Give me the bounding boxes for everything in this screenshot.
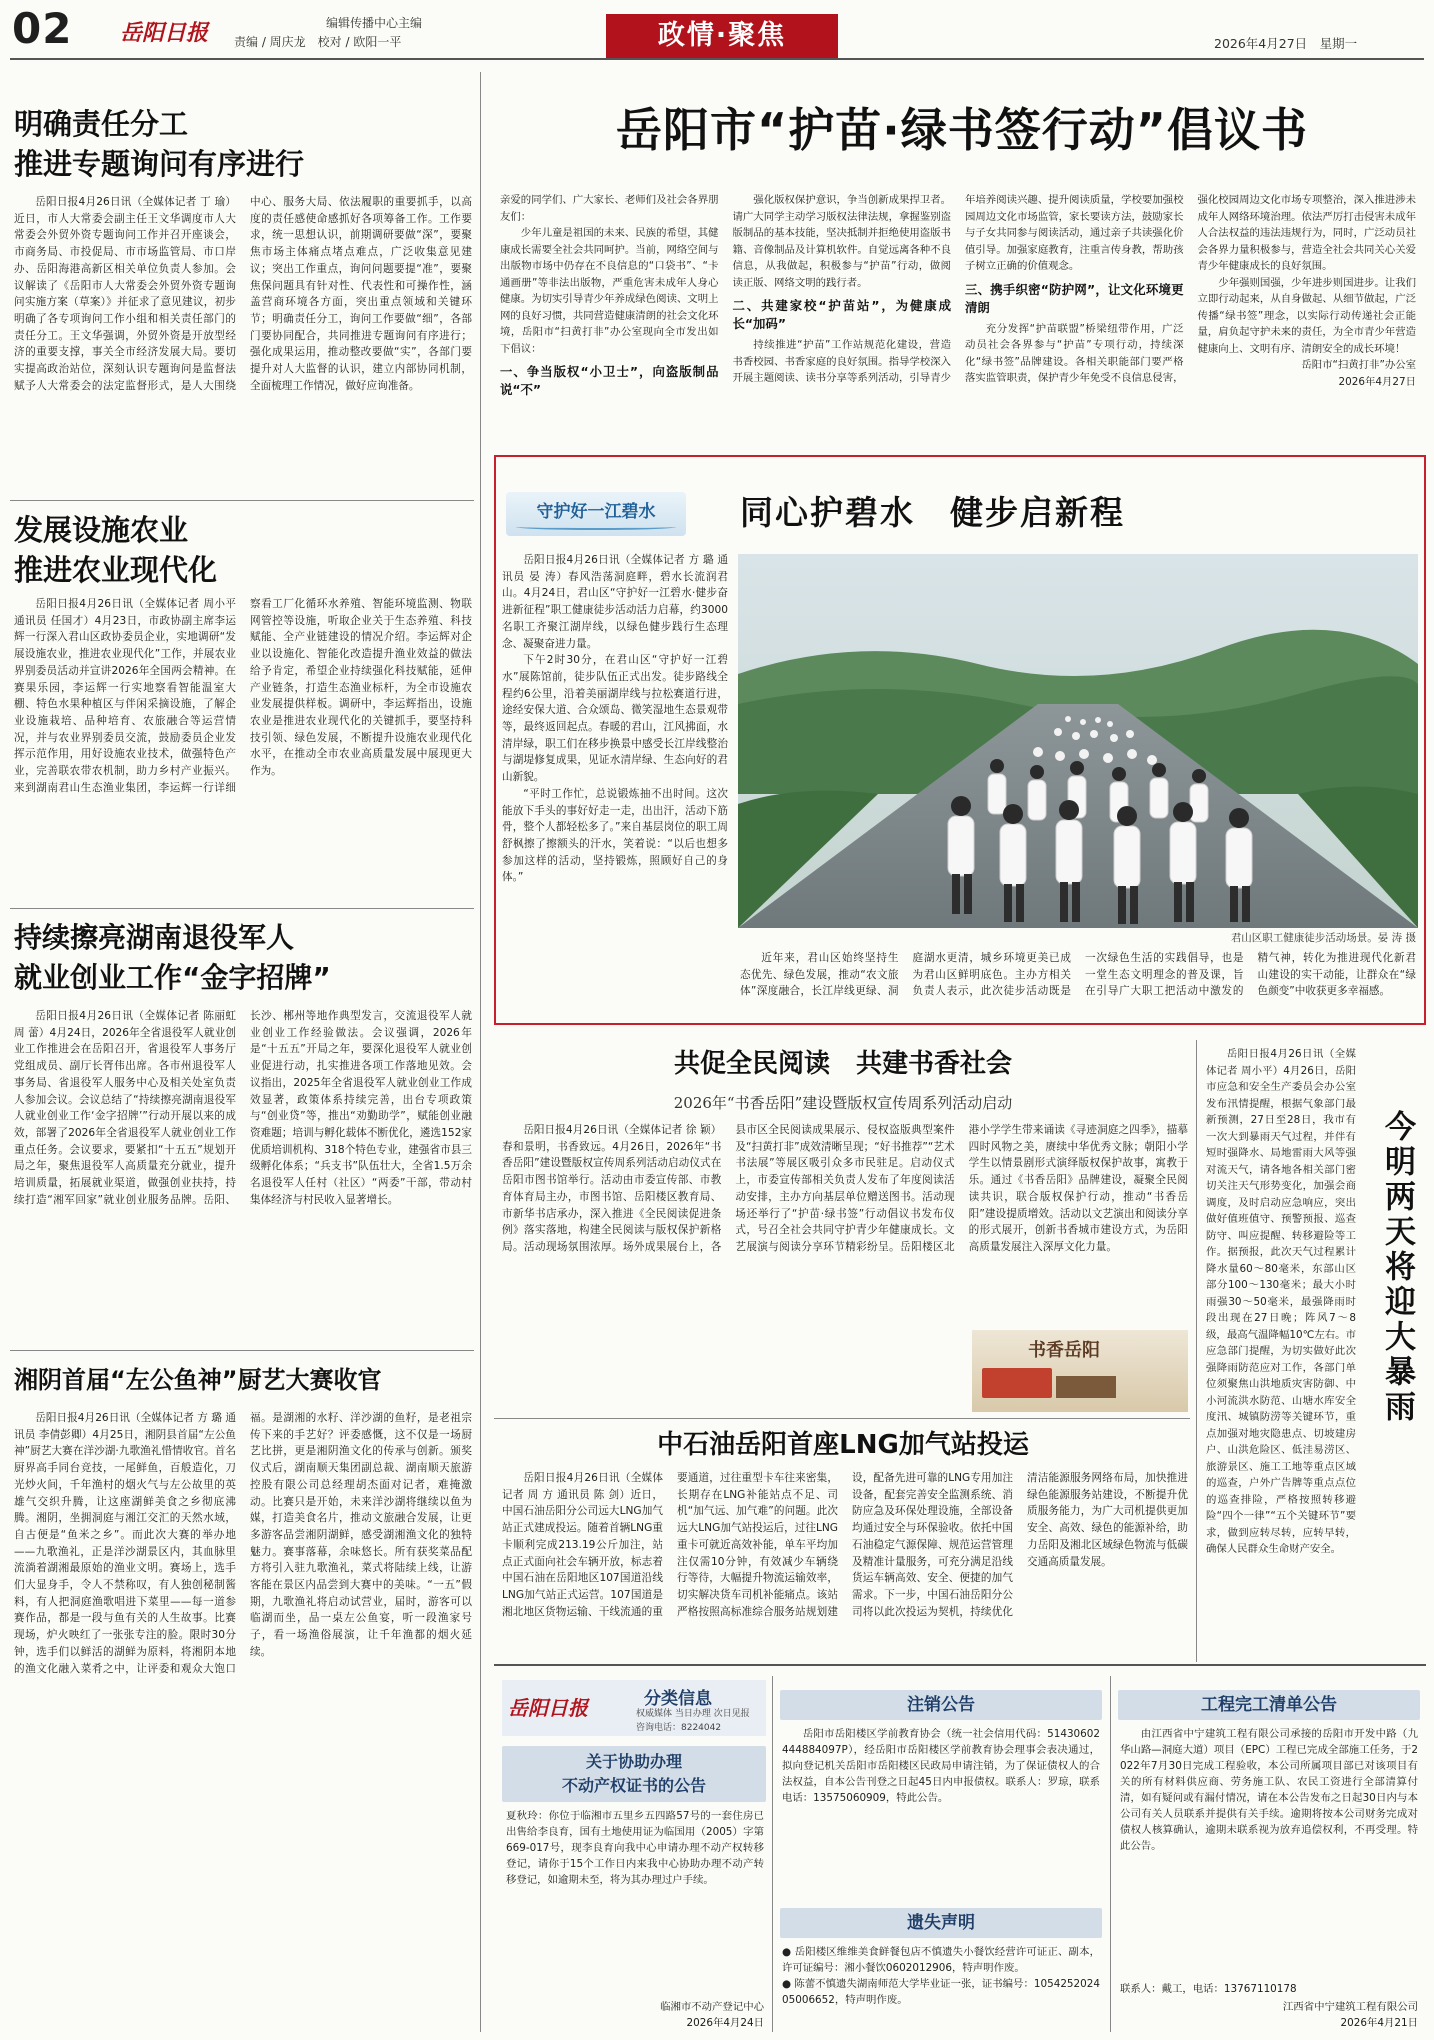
section-tab: 政情·聚焦: [606, 14, 838, 58]
editor-credit-2: 责编 / 周庆龙 校对 / 欧阳一平: [234, 35, 402, 49]
ann2-title: 注销公告: [780, 1690, 1102, 1720]
feature-photo: [738, 554, 1418, 928]
feature-title: 同心护碧水 健步启新程: [740, 493, 1125, 532]
article-3-title: 持续擦亮湖南退役军人 就业创业工作“金字招牌”: [14, 921, 331, 994]
feature-lead: 岳阳日报4月26日讯（全媒体记者 方 璐 通讯员 晏 涛）春风浩荡洞庭畔，碧水长流润君山。4月24日，君山区“守护好一江碧水·健步奋进新征程”职工健康徒步活动活力启幕，约3000名职工齐聚江湖岸线，以绿色健步践行生态理念、凝聚奋进力量。 下午2时30分，在君山区“守护好一江碧水”展陈馆前，徒步队伍正式出发。徒步路线全程约6公里，沿着美丽湖岸线与拉松赛道行进，途经安保大道、合众颂岛、微笑湿地生态景观带等，最终返回起点。春暖的君山，江风拂面，水清岸绿，职工们在移步换景中感受长江岸线整治与湖堤修复成果，见证水清岸绿、生态向好的君山新貌。 “平时工作忙，总说锻炼抽不出时间。这次能放下手头的事好好走一走，出出汗，活动下筋骨，整个人都轻松多了。”来自基层岗位的职工周舒枫擦了擦额头的汗水，笑着说：“以后也想多参加这样的活动，坚持锻炼，照顾好自己的身体。”: [502, 554, 728, 884]
article-3-body: 岳阳日报4月26日讯（全媒体记者 陈丽虹 周 蕾）4月24日，2026年全省退役军人就业创业工作推进会在岳阳召开，省退役军人事务厅党组成员、副厅长胥伟出席。各市州退役军人事务局、省退役军人服务中心及相关处室负责人参加会议。会议总结了“持续擦亮湖南退役军人就业创业工作‘金字招牌’”行动开展以来的成效，部署了2026年全省退役军人就业创业工作重点任务。会议要求，要紧扣“十五五”规划开局之年，聚焦退役军人高质量充分就业，提升培训质量，拓展就业渠道，做强创业扶持，持续打造“湘军回家”就业创业服务品牌。岳阳、长沙、郴州等地作典型发言，交流退役军人就业创业工作经验做法。会议强调，2026年是“十五五”开局之年，要深化退役军人就业创业促进行动，扎实推进各项工作落地见效。会议指出，2025年全省退役军人就业创业工作成效显著，政策体系持续完善，出台专项政策与“创业贷”等，推出“劝勤助学”，赋能创业融资难题；培训与孵化载体不断优化，遴选152家优质培训机构、318个特色专业，建强省市县三级孵化体系；“兵支书”队伍壮大，全省1.5万余名退役军人任村（社区）“两委”干部，带动村集体经济与村民收入显著增长。: [14, 1010, 472, 1206]
ann4-title: 工程完工清单公告: [1118, 1690, 1420, 1720]
reading-subtitle: 2026年“书香岳阳”建设暨版权宣传周系列活动启动: [673, 1094, 1013, 1112]
page-number: 02: [12, 4, 73, 53]
ann3-title: 遗失声明: [780, 1908, 1102, 1938]
ann3-body: ● 岳阳楼区维维美食鲜餐包店不慎遗失小餐饮经营许可证正、副本，许可证编号：湘小餐饮0602012906，特声明作废。 ● 陈蕾不慎遗失湖南师范大学毕业证一张，证书编号：105425202405006652，特声明作废。: [782, 1946, 1100, 2006]
classified-header: 岳阳日报 分类信息 权威媒体 当日办理 次日见报 咨询电话：8224042: [502, 1680, 766, 1736]
ann4-sign: 江西省中宁建筑工程有限公司: [1282, 2001, 1418, 2013]
reading-title: 共促全民阅读 共建书香社会: [673, 1049, 1012, 1079]
walkers-photo: [738, 554, 1418, 928]
book-icon: [982, 1368, 1052, 1398]
ann1-sign: 临湘市不动产登记中心: [660, 2001, 764, 2013]
proposal-title: 岳阳市“护苗·绿书签行动”倡议书: [616, 103, 1308, 157]
lng-body: 岳阳日报4月26日讯（全媒体记者 周 方 通讯员 陈 剑）近日，中国石油岳阳分公司远大LNG加气站正式建成投运。随着首辆LNG重卡顺利完成213.19公斤加注，站点正式面向社会车辆开放，标志着中国石油在岳阳地区107国道沿线LNG加气站正式运营。107国道是湘北地区货物运输、干线流通的重要通道，过往重型卡车往来密集，长期存在LNG补能站点不足、司机“加气远、加气难”的问题。此次远大LNG加气站投运后，过往LNG重卡可就近高效补能，单车平均加注仅需10分钟，有效减少车辆绕行等待，大幅提升物流运输效率，切实解决货车司机补能痛点。该站严格按照高标准综合服务站规划建设，配备先进可靠的LNG专用加注设备，配套完善安全监测系统、消防应急及环保处理设施，全部设备均通过安全与环保验收。依托中国石油稳定气源保障、规范运营管理及精准计量服务，可充分满足沿线货运车辆高效、安全、便捷的加气需求。下一步，中国石油岳阳分公司将以此次投运为契机，持续优化清洁能源服务网络布局，加快推进绿色能源服务站建设，不断提升优质服务能力，为广大司机提供更加安全、高效、绿色的能源补给，助力岳阳及湘北区域绿色物流与低碳交通高质量发展。: [502, 1472, 1188, 1618]
reading-image: 书香岳阳: [972, 1330, 1188, 1412]
ann1-date: 2026年4月24日: [686, 2017, 764, 2029]
ann4-date: 2026年4月21日: [1340, 2017, 1418, 2029]
weather-body: 岳阳日报4月26日讯（全媒体记者 周小平）4月26日，岳阳市应急和安全生产委员会办公室发布汛情提醒，根据气象部门最新预测，27日至28日，我市有一次大到暴雨天气过程，并伴有短时强降水、局地雷雨大风等强对流天气，请各地各相关部门密切关注天气形势变化，加强会商调度，及时启动应急响应，突出做好值班值守、预警预报、巡查防守、叫应提醒、转移避险等工作。据预报，此次天气过程累计降水量60～80毫米，东部山区部分100～130毫米；最大小时雨强30～50毫米，最强降雨时段出现在27日晚；阵风7～8级，最高气温降幅10℃左右。市应急部门提醒，为切实做好此次强降雨防范应对工作，各部门单位须聚焦山洪地质灾害防御、中小河流洪水防范、山塘水库安全度汛、城镇防涝等关键环节，重点加强对地灾隐患点、切坡建房户、山洪危险区、低洼易涝区、旅游景区、施工工地等重点区域的巡查，户外广告牌等重点点位的巡查排险，严格按照转移避险“四个一律”“五个关键环节”要求，做到应转尽转，应转早转，确保人民群众生命财产安全。: [1206, 1048, 1356, 1555]
editor-credit-1: 编辑传播中心主编: [326, 16, 423, 30]
ads-logo: 岳阳日报: [508, 1696, 588, 1720]
proposal-body: 亲爱的同学们、广大家长、老师们及社会各界朋友们： 少年儿童是祖国的未来、民族的希望，其健康成长需要全社会共同呵护。当前，网络空间与出版物市场中仍存在不良信息的“口袋书”、“卡通画册”等非法出版物，严重危害未成年人身心健康。为切实引导青少年养成绿色阅读、文明上网的良好习惯，共同营造健康清朗的社会文化环境，岳阳市“扫黄打非”办公室现向全市发出如下倡议： 一、争当版权“小卫士”，向盗版制品说“不” 强化版权保护意识，争当创新成果捍卫者。请广大同学主动学习版权法律法规，拿握鉴别盗版制品的基本技能，坚决抵制并拒绝使用盗版书籍、音像制品及计算机软件。自觉远离各种不良信息，从我做起，积极参与“护苗”行动，做阅读正版、网络文明的践行者。 二、共建家校“护苗站”，为健康成长“加码” 持续推进“护苗”工作站规范化建设，营造书香校园、书香家庭的良好氛围。指导学校深入开展主题阅读、读书分享等系列活动，引导青少年培养阅读兴趣、提升阅读质量，学校要加强校园周边文化市场监管，家长要读方法，鼓励家长与子女共同参与阅读活动，通过亲子共读强化价值引导。加强家庭教育，注重言传身教，帮助孩子树立正确的价值观念。 三、携手织密“防护网”，让文化环境更清朗 充分发挥“护苗联盟”桥梁纽带作用，广泛动员社会各界参与“护苗”专项行动，持续深化“绿书签”品牌建设。各相关职能部门要严格落实监管职责，保护青少年免受不良信息侵害，强化校园周边文化市场专项整治，深入推进涉未成年人网络环境治理。依法严厉打击侵害未成年人合法权益的违法违规行为，同时，广泛动员社会各界力量积极参与，营造全社会共同关心关爱青少年健康成长的良好氛围。 少年强则国强，少年进步则国进步。让我们立即行动起来，从自身做起、从细节做起，广泛传播“绿书签”理念，以实际行动传递社会正能量，肩负起守护未来的责任，为全市青少年营造健康向上、文明有序、清朗安全的成长环境！ 岳阳市“扫黄打非”办公室 2026年4月27日: [500, 194, 1416, 397]
article-4-body: 岳阳日报4月26日讯（全媒体记者 方 璐 通讯员 李倩彭卿）4月25日，湘阴县首届“左公鱼神”厨艺大赛在洋沙湖·九歌渔礼惜情收官。首名厨界高手同台竞技，一尾鲜鱼，百般造化，刀光炒火间，千年渔村的烟火气与左公故里的英雄气交织升腾，让这座湖鲜美食之乡彻底沸腾。湘阴，坐拥洞庭与湘江交汇的天然水域，自古便是“鱼米之乡”。而此次大赛的举办地——九歌渔礼，正是洋沙湖景区内，其血脉里流淌着湖湘最原始的渔业文明。赛场上，选手们大显身手，令人不禁称叹，有人独创秘制酱料，有人把洞庭渔歌唱进下菜里——每一道参赛作品，都是一段与鱼有关的人生故事。比赛现场，炉火映红了一张张专注的脸。限时30分钟，选手们以鲜活的湖鲜为原料，将湘阴本地的渔文化融入菜肴之中，让评委和观众大饱口福。是湖湘的水籽、洋沙湖的鱼籽，是老祖宗传下来的手艺好？评委感慨，这不仅是一场厨艺比拼，更是湘阴渔文化的传承与创新。颁奖仪式后，湖南顺天集团副总裁、湖南顺天旅游控股有限公司总经理胡杰面对记者，难掩激动。比赛只是开始，未来洋沙湖将继续以鱼为媒，打造美食名片，推动文旅融合发展，让更多游客品尝湘阴湖鲜，感受湖湘渔文化的独特魅力。赛事落幕，余味悠长。所有获奖菜品配方将引入驻九歌渔礼，菜式将陆续上线，让游客能在景区内品尝到大赛中的美味。“一五”假期，九歌渔礼将启动试营业，届时，游客可以临湖而坐，品一桌左公鱼宴，听一段渔家号子，看一场渔俗展演，让千年渔都的烟火延续。: [14, 1412, 472, 1675]
ann1-body: 夏秋玲：你位于临湘市五里乡五四路57号的一套住房已出售给李良育，国有土地使用证为临国用（2005）字第669-017号，现李良育向我中心申请办理不动产权转移登记，请你于15个工作日内来我中心协助办理不动产转移登记，如逾期未至，将为其办理过户手续。: [506, 1810, 764, 1886]
masthead-logo: 岳阳日报: [120, 20, 209, 46]
weather-title: 今明两天将迎大暴雨: [1379, 1110, 1415, 1425]
article-2-body: 岳阳日报4月26日讯（全媒体记者 周小平 通讯员 任国才）4月23日，市政协副主席李运辉一行深入君山区政协委员企业，实地调研“发展设施农业，推进农业现代化”工作，并展农业界别委员活动并宣讲2026年全国两会精神。在赛果乐园，李运辉一行实地察看智能温室大棚、特色水果种植区与伴闲采摘设施，了解企业设施栽培、品种培育、农旅融合等运营情况，并与农业界别委员交流，鼓励委员企业发挥示范作用，用好设施农业技术，做强特色产业，完善联农带农机制，助力乡村产业振兴。来到湖南君山生态渔业集团，李运辉一行详细察看工厂化循环水养殖、智能环境监测、物联网管控等设施，听取企业关于生态养殖、科技赋能、全产业链建设的情况介绍。李运辉对企业以设施化、智能化改造提升渔业效益的做法给予肯定，希望企业持续强化科技赋能，延伸产业链条，打造生态渔业标杆，为全市设施农业发展提供样板。调研中，李运辉指出，设施农业是推进农业现代化的关键抓手，要坚持科技引领、绿色发展，不断提升设施农业现代化水平，在推动全市农业高质量发展中展现更大作为。: [14, 598, 472, 794]
article-2-title: 发展设施农业 推进农业现代化: [14, 513, 218, 587]
masthead-rule: [10, 58, 1424, 60]
photo-caption: 君山区职工健康徒步活动场景。晏 涛 摄: [1230, 932, 1416, 944]
ann1-title: 关于协助办理 不动产权证书的公告: [502, 1746, 766, 1802]
article-1-body: 岳阳日报4月26日讯（全媒体记者 丁 瑜）近日，市人大常委会副主任王文华调度市人大常委会外贸外资专题询问工作并召开座谈会，市商务局、市投促局、市市场监管局、市口岸办、岳阳海港高新区相关单位负责人参加。会议解读了《岳阳市人大常委会外贸外资专题询问实施方案（草案）》并征求了意见建议，初步明确了各专项询问工作小组和相关责任部门的责任分工。王文华强调，外贸外资是开放型经济的重要支撑，事关全市经济发展大局。要切实提高政治站位，深刻认识专题询问是监督法赋予人大常委会的法定监督形式，是人大围绕中心、服务大局、依法履职的重要抓手，以高度的责任感使命感抓好各项筹备工作。工作要求，统一思想认识，前期调研要做“深”，要聚焦市场主体痛点堵点难点，广泛收集意见建议；突出工作重点，询问问题要提“准”，要聚焦保问题具有针对性、代表性和可操作性，涵盖营商环境各方面，突出重点领域和关键环节；明确责任分工，询问工作要做“细”，各部门要协同配合，共同推进专题询问有序进行；强化成果运用，推动整改要做“实”，各部门要提升对人大监督的认识，建立内部协同机制，全面梳理工作情况，做好应询准备。: [14, 196, 472, 392]
article-1-title: 明确责任分工 推进专题询问有序进行: [14, 107, 305, 181]
ann2-body: 岳阳市岳阳楼区学前教育协会（统一社会信用代码：51430602444884097P），经岳阳市岳阳楼区学前教育协会理事会表决通过，拟向登记机关岳阳市岳阳楼区民政局申请注销，为了保证债权人的合法权益，自本公告刊登之日起45日内申报债权。联系人：罗琼，联系电话：13575060909，特此公告。: [782, 1728, 1100, 1804]
lng-title: 中石油岳阳首座LNG加气站投运: [657, 1430, 1029, 1460]
wave-icon: [516, 524, 676, 530]
ann4-body: 由江西省中宁建筑工程有限公司承接的岳阳市开发中路（九华山路—洞庭大道）项目（EPC）工程已完成全部施工任务，于2022年7月30日完成工程验收，本公司所属项目部已对该项目有关的所有材料供应商、劳务施工队、农民工资进行全部清算付清，如有疑问或有漏付情况，请在本公告发布之日起30日内与本公司有关人员联系并提供有关手续。逾期将按本公司财务完成对债权人核算确认，逾期未联系视为放弃追偿权利，不再受理。特此公告。: [1120, 1728, 1418, 1852]
reading-body: 岳阳日报4月26日讯（全媒体记者 徐 颖）春和景明，书香致远。4月26日，2026年“书香岳阳”建设暨版权宣传周系列活动启动仪式在岳阳市图书馆举行。活动由市委宣传部、市教育体育局主办，市图书馆、岳阳楼区教育局、市新华书店承办，深入推进《全民阅读促进条例》落实落地，构建全民阅读与版权保护新格局。活动现场氛围浓厚。场外成果展台上，各县市区全民阅读成果展示、侵权盗版典型案件及“扫黄打非”成效清晰呈现；“好书推荐”“艺术书法展”等展区吸引众多市民驻足。启动仪式上，市委宣传部相关负责人发布了年度阅读活动安排，主办方向基层单位赠送图书。活动现场还举行了“护苗·绿书签”行动倡议书发布仪式，号召全社会共同守护青少年健康成长。文艺展演与阅读分享环节精彩纷呈。岳阳楼区北港小学学生带来诵读《寻迹洞庭之四季》，描摹四时风物之美，赓续中华优秀文脉；朝阳小学学生以情景剧形式演绎版权保护故事，寓教于乐。通过《书香岳阳》品牌建设，凝聚全民阅读共识，联合版权保护行动，推动“书香岳阳”建设提质增效。活动以文艺演出和阅读分享的形式展开，创新书香城市建设方式，为岳阳高质量发展注入深厚文化力量。: [502, 1124, 1188, 1253]
ann4-contact: 联系人：戴工，电话：13767110178: [1120, 1983, 1297, 1995]
feature-badge: 守护好一江碧水: [506, 492, 686, 536]
feature-body-bottom: 近年来，君山区始终坚持生态优先、绿色发展，推动“农文旅体”深度融合，长江岸线更绿、洞庭湖水更清，城乡环境更美已成为君山区鲜明底色。主办方相关负责人表示，此次徒步活动既是一次绿色生活的实践倡导，也是一堂生态文明理念的普及课，旨在引导广大职工把活动中激发的精气神，转化为推进现代化新君山建设的实干动能，让群众在“绿色颜变”中收获更多幸福感。: [740, 952, 1416, 998]
issue-date: 2026年4月27日 星期一: [1214, 36, 1358, 51]
article-4-title: 湘阴首届“左公鱼神”厨艺大赛收官: [14, 1366, 382, 1394]
